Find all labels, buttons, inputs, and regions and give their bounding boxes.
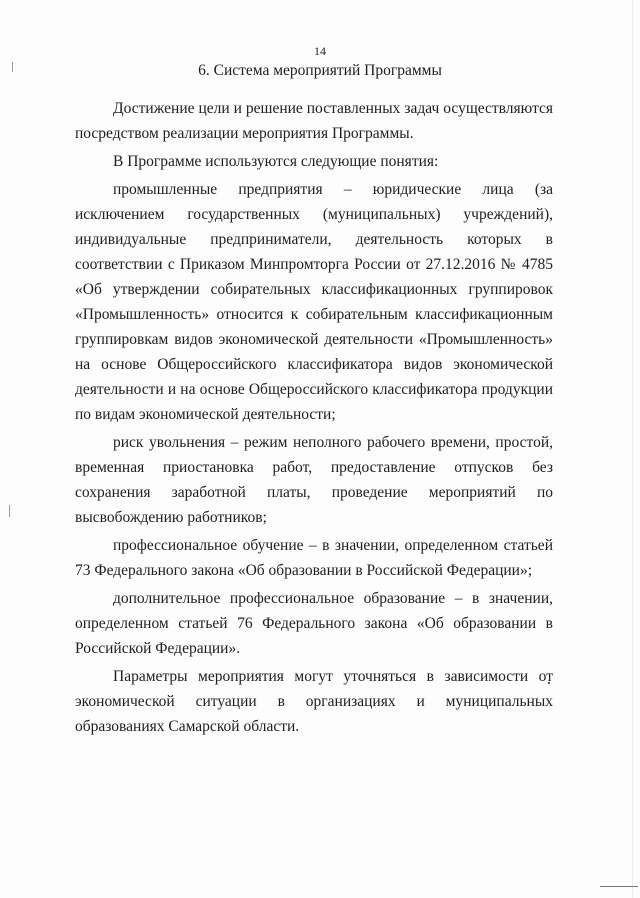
paragraph-concepts-intro: В Программе используются следующие понятия: [113, 153, 439, 170]
paragraph-dismissal-risk: риск увольнения – режим неполного рабочего времени, простой, временная приостановка работ, предоставление отпусков без сохранения заработной платы, проведение мероприятий по высвобождению работников; [75, 434, 553, 526]
section-title: 6. Система мероприятий Программы [198, 62, 442, 79]
scan-edge-shadow [632, 0, 633, 898]
page-number: 14 [314, 44, 326, 58]
paragraph-goal: Достижение цели и решение поставленных задач осуществляются посредством реализации мероприятия Программы. [75, 100, 553, 142]
document-body [75, 96, 553, 739]
scan-artifact [600, 886, 638, 887]
scan-artifact [9, 505, 10, 517]
paragraph-additional-education: дополнительное профессиональное образование – в значении, определенном статьей 76 Федерального закона «Об образовании в Российской Федерации». [75, 590, 553, 657]
paragraph-parameters: Параметры мероприятия могут уточняться в зависимости от экономической ситуации в организациях и муниципальных образованиях Самарской области. [75, 668, 553, 735]
paragraph-industrial-enterprises: промышленные предприятия – юридические лица (за исключением государственных (муниципальных) учреждений), индивидуальные предприниматели, деятельность которых в соответствии с Приказом Минпромторга России от 27.12.2016 № 4785 «Об утверждении собирательных классификационных группировок «Промышленность» относится к собирательным классификационным группировкам видов экономической деятельности «Промышленность» на основе Общероссийского классификатора видов экономической деятельности и на основе Общероссийского классификатора продукции по видам экономической деятельности; [75, 181, 553, 423]
paragraph-professional-training: профессиональное обучение – в значении, определенном статьей 73 Федерального закона «Об образовании в Российской Федерации»; [75, 537, 553, 579]
